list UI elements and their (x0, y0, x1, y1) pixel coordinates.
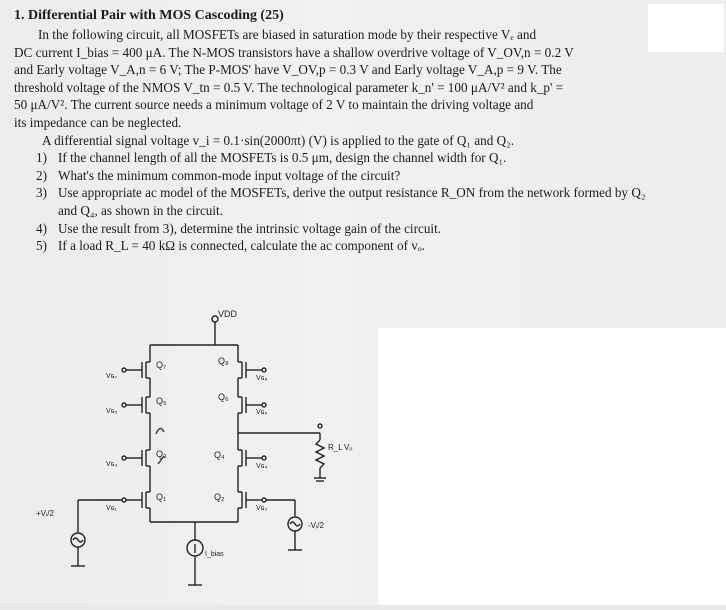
q4-label: Q₄ (214, 450, 225, 460)
q1-label: Q₁ (156, 492, 167, 502)
q8-label: Q₈ (218, 356, 229, 366)
question-number: 1) (36, 150, 47, 166)
q5-label: Q₅ (156, 396, 167, 406)
q3-label: Q₃ (156, 449, 167, 459)
question-number: 2) (36, 167, 47, 183)
question-number: 4) (36, 220, 47, 236)
vg5-label: Vɢ₅ (106, 408, 118, 415)
q7-symbol (122, 362, 150, 378)
intro-line-1: In the following circuit, all MOSFETs are biased in saturation mode by their respective Vₑ and (38, 27, 537, 42)
vg6-label: Vɢ₆ (256, 409, 268, 416)
q7-label: Q₇ (156, 360, 167, 370)
hand-annotation (156, 428, 164, 434)
intro-line-4: threshold voltage of the NMOS V_tn = 0.5 V. The technological parameter k_n' = 100 μA/V² and k_p' = (14, 79, 564, 95)
question-text: What's the minimum common-mode input voltage of the circuit? (58, 167, 401, 183)
vo-label: Vₒ (344, 443, 353, 452)
problem-text (14, 8, 654, 255)
q3-symbol (122, 450, 150, 466)
problem-title: 1. Differential Pair with MOS Cascoding (25) (14, 8, 284, 23)
q5-symbol (122, 397, 150, 413)
vdd-label: VDD (218, 309, 238, 319)
intro-line-5: 50 μA/V². The current source needs a minimum voltage of 2 V to maintain the driving voltage and (14, 97, 534, 113)
question-number: 3) (36, 185, 47, 201)
vg1-label: Vɢ₁ (106, 505, 117, 512)
question-4 (36, 220, 654, 238)
load-resistor (316, 440, 324, 468)
circuit-schematic (0, 300, 726, 605)
vg3-label: Vɢ₃ (106, 461, 118, 468)
q1-symbol (122, 492, 150, 508)
question-2 (36, 167, 654, 185)
question-number: 5) (36, 238, 47, 254)
vg2-label: Vɢ₂ (256, 505, 268, 512)
rl-label: R_L (328, 443, 343, 452)
vg7-label: Vɢ₇ (106, 373, 117, 380)
question-list (36, 149, 654, 255)
question-text: If the channel length of all the MOSFETs is 0.5 μm, design the channel width for Q₁. (58, 150, 507, 166)
question-5 (36, 237, 654, 255)
question-text: If a load R_L = 40 kΩ is connected, calculate the ac component of vₒ. (58, 238, 425, 254)
ibias-label: I_bias (205, 551, 224, 558)
intro-line-3: and Early voltage V_A,n = 6 V; The P-MOS' have V_OV,p = 0.3 V and Early voltage V_A,p = 9 V. The (14, 62, 562, 78)
q2-label: Q₂ (214, 492, 225, 502)
redaction-box-top-right (648, 4, 724, 52)
question-text: Use appropriate ac model of the MOSFETs, derive the output resistance R_ON from the network formed by Q₂ and Q₄, as shown in the circuit. (58, 185, 646, 218)
circuit-diagram (0, 300, 726, 605)
question-1 (36, 149, 654, 167)
signal-statement: A differential signal voltage v_i = 0.1·sin(2000πt) (V) is applied to the gate of Q₁ and Q₂. (42, 132, 515, 148)
question-3 (36, 184, 654, 219)
question-text: Use the result from 3), determine the intrinsic voltage gain of the circuit. (58, 220, 442, 236)
intro-line-6: its impedance can be neglected. (14, 114, 182, 130)
plus-vi-label: +Vᵢ/2 (36, 509, 54, 518)
intro-paragraph (14, 26, 654, 132)
intro-line-2: DC current I_bias = 400 μA. The N-MOS transistors have a shallow overdrive voltage of V_OV,n = 0.2 V (14, 44, 574, 60)
minus-vi-label: -Vᵢ/2 (308, 521, 324, 530)
vg4-label: Vɢ₄ (256, 463, 268, 470)
vg8-label: Vɢ₈ (256, 375, 268, 382)
q6-label: Q₆ (218, 392, 229, 402)
